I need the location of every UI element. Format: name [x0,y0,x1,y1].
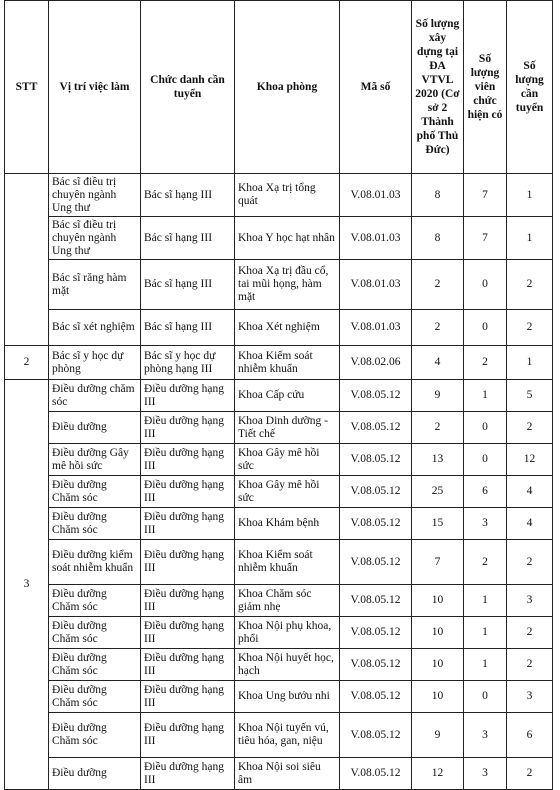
stt-cell: 3 [5,380,49,790]
title-cell: Bác sĩ hạng III [141,217,235,260]
department-cell: Khoa Gây mê hồi sức [235,444,340,476]
department-cell: Khoa Khám bệnh [235,508,340,540]
department-cell: Khoa Dinh dưỡng - Tiết chế [235,412,340,444]
current-cell: 0 [464,310,507,346]
position-cell: Điều dưỡng [49,758,141,790]
code-cell: V.08.05.12 [340,540,412,585]
department-cell: Khoa Nội tuyến vú, tiêu hóa, gan, niệu [235,713,340,758]
title-cell: Điều dưỡng hạng III [141,758,235,790]
table-body [5,174,553,790]
needed-cell: 2 [507,649,553,681]
current-cell: 6 [464,476,507,508]
table-row [5,585,553,617]
position-cell: Điều dưỡng Chăm sóc [49,649,141,681]
current-cell: 0 [464,260,507,310]
table-row [5,758,553,790]
header-department: Khoa phòng [235,1,340,174]
recruitment-table [4,0,553,790]
code-cell: V.08.01.03 [340,217,412,260]
position-cell: Điều dưỡng Chăm sóc [49,585,141,617]
table-row [5,649,553,681]
needed-cell: 1 [507,217,553,260]
title-cell: Điều dưỡng hạng III [141,412,235,444]
planned-cell: 10 [412,617,464,649]
code-cell: V.08.01.03 [340,310,412,346]
table-row [5,346,553,380]
department-cell: Khoa Nội phụ khoa, phổi [235,617,340,649]
current-cell: 1 [464,380,507,412]
current-cell: 1 [464,649,507,681]
code-cell: V.08.05.12 [340,444,412,476]
planned-cell: 13 [412,444,464,476]
code-cell: V.08.05.12 [340,508,412,540]
title-cell: Điều dưỡng hạng III [141,585,235,617]
header-row [5,1,553,174]
planned-cell: 2 [412,412,464,444]
code-cell: V.08.01.03 [340,174,412,217]
position-cell: Bác sĩ răng hàm mặt [49,260,141,310]
planned-cell: 9 [412,713,464,758]
needed-cell: 1 [507,346,553,380]
position-cell: Điều dưỡng Chăm sóc [49,681,141,713]
needed-cell: 3 [507,585,553,617]
table-row [5,540,553,585]
title-cell: Điều dưỡng hạng III [141,444,235,476]
department-cell: Khoa Cấp cứu [235,380,340,412]
department-cell: Khoa Xạ trị tổng quát [235,174,340,217]
planned-cell: 8 [412,217,464,260]
department-cell: Khoa Kiểm soát nhiễm khuẩn [235,540,340,585]
planned-cell: 7 [412,540,464,585]
title-cell: Bác sĩ hạng III [141,174,235,217]
header-code: Mã số [340,1,412,174]
current-cell: 7 [464,174,507,217]
table-row [5,380,553,412]
position-cell: Bác sĩ y học dự phòng [49,346,141,380]
department-cell: Khoa Gây mê hồi sức [235,476,340,508]
position-cell: Điều dưỡng Chăm sóc [49,508,141,540]
needed-cell: 5 [507,380,553,412]
position-cell: Bác sĩ điều trị chuyên ngành Ung thư [49,174,141,217]
position-cell: Bác sĩ điều trị chuyên ngành Ung thư [49,217,141,260]
header-title: Chức danh cần tuyển [141,1,235,174]
title-cell: Bác sĩ hạng III [141,310,235,346]
needed-cell: 2 [507,540,553,585]
table-row [5,617,553,649]
planned-cell: 10 [412,585,464,617]
position-cell: Bác sĩ xét nghiệm [49,310,141,346]
current-cell: 1 [464,617,507,649]
title-cell: Điều dưỡng hạng III [141,617,235,649]
table-row [5,217,553,260]
current-cell: 3 [464,758,507,790]
table-row [5,681,553,713]
planned-cell: 2 [412,260,464,310]
code-cell: V.08.05.12 [340,617,412,649]
position-cell: Điều dưỡng Gây mê hồi sức [49,444,141,476]
title-cell: Điều dưỡng hạng III [141,508,235,540]
current-cell: 2 [464,540,507,585]
code-cell: V.08.05.12 [340,713,412,758]
title-cell: Bác sĩ hạng III [141,260,235,310]
needed-cell: 2 [507,260,553,310]
title-cell: Điều dưỡng hạng III [141,681,235,713]
needed-cell: 12 [507,444,553,476]
planned-cell: 8 [412,174,464,217]
department-cell: Khoa Kiểm soát nhiễm khuẩn [235,346,340,380]
table-row [5,310,553,346]
table-row [5,412,553,444]
position-cell: Điều dưỡng Chăm sóc [49,617,141,649]
needed-cell: 3 [507,681,553,713]
header-needed: Số lượng cần tuyển [507,1,553,174]
title-cell: Điều dưỡng hạng III [141,649,235,681]
needed-cell: 2 [507,758,553,790]
current-cell: 3 [464,508,507,540]
current-cell: 3 [464,713,507,758]
position-cell: Điều dưỡng Chăm sóc [49,476,141,508]
department-cell: Khoa Y học hạt nhân [235,217,340,260]
code-cell: V.08.05.12 [340,649,412,681]
table-row [5,476,553,508]
needed-cell: 4 [507,476,553,508]
planned-cell: 10 [412,681,464,713]
planned-cell: 2 [412,310,464,346]
title-cell: Điều dưỡng hạng III [141,713,235,758]
table-row [5,508,553,540]
position-cell: Điều dưỡng [49,412,141,444]
department-cell: Khoa Xạ trị đầu cổ, tai mũi họng, hàm mặt [235,260,340,310]
code-cell: V.08.05.12 [340,585,412,617]
current-cell: 0 [464,444,507,476]
needed-cell: 6 [507,713,553,758]
current-cell: 1 [464,585,507,617]
header-position: Vị trí việc làm [49,1,141,174]
code-cell: V.08.05.12 [340,380,412,412]
stt-cell [5,174,49,346]
table-row [5,444,553,476]
title-cell: Điều dưỡng hạng III [141,476,235,508]
planned-cell: 25 [412,476,464,508]
needed-cell: 1 [507,174,553,217]
code-cell: V.08.05.12 [340,758,412,790]
code-cell: V.08.05.12 [340,412,412,444]
needed-cell: 2 [507,412,553,444]
table-row [5,174,553,217]
position-cell: Điều dưỡng chăm sóc [49,380,141,412]
code-cell: V.08.05.12 [340,681,412,713]
planned-cell: 15 [412,508,464,540]
department-cell: Khoa Chăm sóc giảm nhẹ [235,585,340,617]
title-cell: Điều dưỡng hạng III [141,540,235,585]
department-cell: Khoa Xét nghiệm [235,310,340,346]
header-stt: STT [5,1,49,174]
stt-cell: 2 [5,346,49,380]
needed-cell: 2 [507,617,553,649]
header-planned: Số lượng xây dựng tại ĐA VTVL 2020 (Cơ sở 2 Thành phố Thủ Đức) [412,1,464,174]
title-cell: Bác sĩ y học dự phòng hạng III [141,346,235,380]
position-cell: Điều dưỡng Chăm sóc [49,713,141,758]
planned-cell: 10 [412,649,464,681]
department-cell: Khoa Nội huyết học, hạch [235,649,340,681]
current-cell: 0 [464,681,507,713]
department-cell: Khoa Nội soi siêu âm [235,758,340,790]
planned-cell: 4 [412,346,464,380]
code-cell: V.08.02.06 [340,346,412,380]
code-cell: V.08.05.12 [340,476,412,508]
code-cell: V.08.01.03 [340,260,412,310]
department-cell: Khoa Ung bướu nhi [235,681,340,713]
current-cell: 0 [464,412,507,444]
title-cell: Điều dưỡng hạng III [141,380,235,412]
position-cell: Điều dưỡng kiểm soát nhiễm khuẩn [49,540,141,585]
planned-cell: 9 [412,380,464,412]
current-cell: 2 [464,346,507,380]
table-row [5,260,553,310]
needed-cell: 2 [507,310,553,346]
current-cell: 7 [464,217,507,260]
planned-cell: 12 [412,758,464,790]
header-current: Số lượng viên chức hiện có [464,1,507,174]
table-row [5,713,553,758]
needed-cell: 4 [507,508,553,540]
